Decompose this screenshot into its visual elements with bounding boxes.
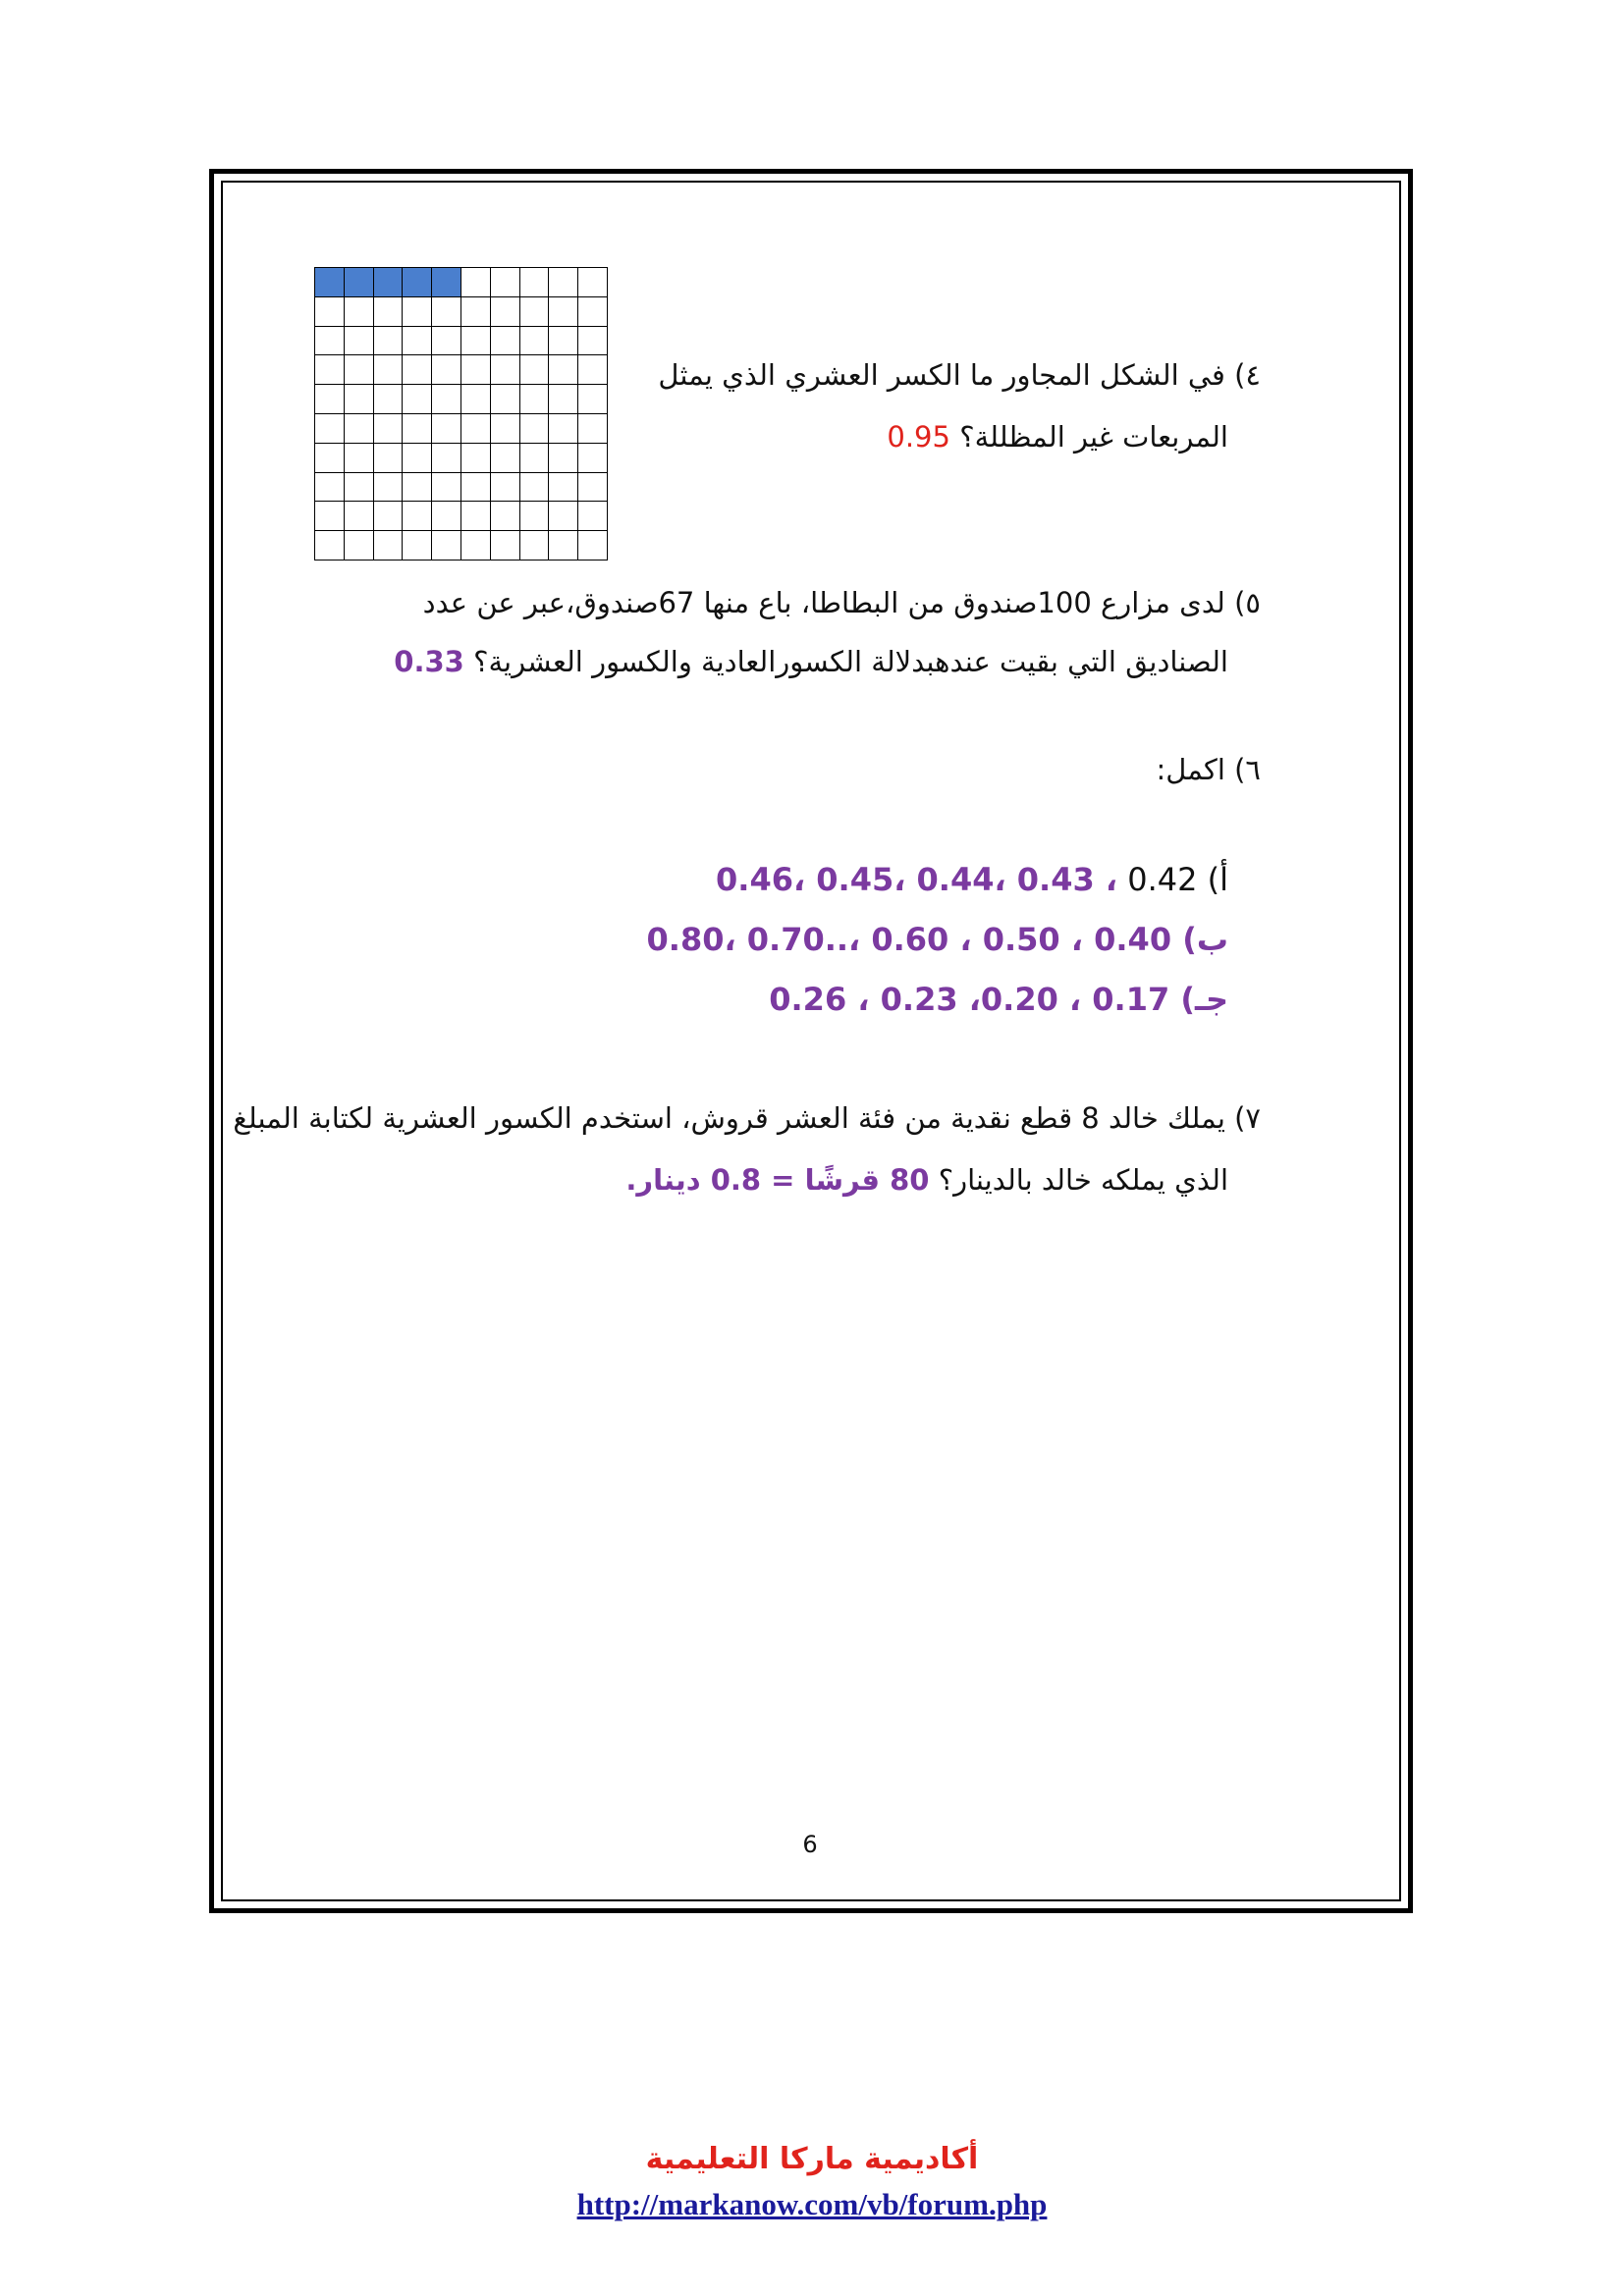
grid-cell [520,531,550,561]
question-4-prompt: المربعات غير المظللة؟ [959,420,1228,454]
grid-cell [461,355,491,385]
grid-cell [578,355,608,385]
grid-cell [374,531,404,561]
grid-cell [578,327,608,356]
question-6-title [1156,753,1261,786]
question-5-prompt: الصناديق التي بقيت عندهبدلالة الكسورالعادية والكسور العشرية؟ [473,645,1228,678]
grid-cell [403,327,432,356]
hundred-grid-figure [314,267,608,561]
grid-cell [549,297,578,327]
grid-cell [461,327,491,356]
question-6-row-b [646,921,1228,958]
question-5-line-1 [422,586,1261,619]
grid-cell [549,473,578,503]
grid-cell [315,414,345,444]
row-b-sequence: ب) 0.40 ، 0.50 ، 0.60 ،..0.70 ،0.80 [646,921,1228,958]
grid-cell-shaded [432,268,461,297]
grid-cell [432,531,461,561]
grid-cell [578,268,608,297]
grid-cell [403,385,432,414]
grid-cell-shaded [315,268,345,297]
row-a-answers: ، 0.43 ،0.44 ،0.45 ،0.46 [716,861,1118,898]
grid-cell [578,414,608,444]
question-7-line-1 [233,1101,1261,1135]
grid-cell [403,297,432,327]
grid-cell [549,414,578,444]
grid-cell [374,444,404,473]
grid-cell [491,444,520,473]
grid-cell [403,414,432,444]
grid-cell [578,531,608,561]
grid-cell [578,444,608,473]
grid-cell [432,502,461,531]
grid-cell [520,385,550,414]
grid-cell [345,531,374,561]
grid-cell [315,327,345,356]
grid-cell [520,355,550,385]
grid-cell [578,297,608,327]
grid-cell [491,297,520,327]
grid-cell [374,502,404,531]
grid-cell [345,444,374,473]
grid-cell-shaded [345,268,374,297]
grid-cell-shaded [374,268,404,297]
question-7-answer: 80 قرشًا = 0.8 دينار. [625,1163,930,1197]
row-a-given: 0.42 [1127,861,1198,898]
grid-cell [549,268,578,297]
grid-cell [345,297,374,327]
grid-cell [491,327,520,356]
question-5-line-2 [394,645,1228,678]
grid-cell [461,268,491,297]
grid-cell [461,414,491,444]
grid-cell [315,444,345,473]
row-a-label: أ) [1207,861,1228,898]
grid-cell [461,531,491,561]
question-7-text: ٧) يملك خالد 8 قطع نقدية من فئة العشر قروش، استخدم الكسور العشرية لكتابة المبلغ [233,1101,1261,1135]
question-4-line-1 [658,358,1261,392]
grid-cell [315,502,345,531]
grid-cell [374,414,404,444]
grid-cell [461,385,491,414]
grid-cell [374,355,404,385]
grid-cell [549,385,578,414]
question-6-row-c [769,981,1228,1018]
grid-cell [491,385,520,414]
grid-cell [345,327,374,356]
grid-cell [520,444,550,473]
grid-cell [403,444,432,473]
question-5-text: ٥) لدى مزارع 100صندوق من البطاطا، باع منها 67صندوق،عبر عن عدد [422,586,1261,619]
grid-cell [403,473,432,503]
grid-cell [520,473,550,503]
footer-academy-name: أكاديمية ماركا التعليمية [645,2142,979,2176]
grid-cell [520,297,550,327]
grid-cell [345,502,374,531]
question-4-line-2 [887,420,1228,454]
grid-cell [461,297,491,327]
grid-cell [461,473,491,503]
question-7-prompt: الذي يملكه خالد بالدينار؟ [938,1163,1228,1197]
grid-cell [549,355,578,385]
grid-cell [549,444,578,473]
grid-cell [432,473,461,503]
grid-cell [432,385,461,414]
grid-cell [578,473,608,503]
row-c-sequence: جـ) 0.17 ، 0.20، 0.23 ، 0.26 [769,981,1228,1018]
question-6-row-a [716,861,1228,898]
grid-cell [345,414,374,444]
question-6-heading: ٦) اكمل: [1156,753,1261,786]
grid-cell [520,268,550,297]
grid-cell [403,355,432,385]
grid-cell [432,444,461,473]
grid-cell [491,473,520,503]
grid-cell [432,355,461,385]
grid-cell [432,414,461,444]
grid-cell [578,502,608,531]
grid-cell [432,297,461,327]
grid-cell [491,531,520,561]
grid-cell [461,502,491,531]
grid-cell [549,531,578,561]
grid-cell [520,327,550,356]
question-7-line-2 [625,1163,1228,1197]
question-4-text: ٤) في الشكل المجاور ما الكسر العشري الذي يمثل [658,358,1261,392]
grid-cell [578,385,608,414]
grid-cell [549,327,578,356]
grid-cell [461,444,491,473]
grid-cell [374,385,404,414]
grid-cell [403,531,432,561]
grid-cell [491,355,520,385]
grid-cell [549,502,578,531]
grid-cell [315,297,345,327]
grid-cell [491,502,520,531]
grid-cell [491,414,520,444]
grid-cell [374,327,404,356]
grid-cell [315,531,345,561]
grid-cell [315,355,345,385]
grid-cell [345,473,374,503]
grid-cell [374,473,404,503]
grid-cell [345,385,374,414]
footer-link[interactable]: http://markanow.com/vb/forum.php [576,2187,1048,2221]
grid-cell [374,297,404,327]
grid-cell [520,414,550,444]
question-4-answer: 0.95 [887,420,950,454]
grid-cell [315,473,345,503]
question-5-answer: 0.33 [394,645,464,678]
grid-cell [315,385,345,414]
grid-cell-shaded [403,268,432,297]
grid-cell [520,502,550,531]
grid-cell [403,502,432,531]
grid-cell [345,355,374,385]
grid-cell [432,327,461,356]
page-number: 6 [802,1831,818,1858]
grid-cell [491,268,520,297]
